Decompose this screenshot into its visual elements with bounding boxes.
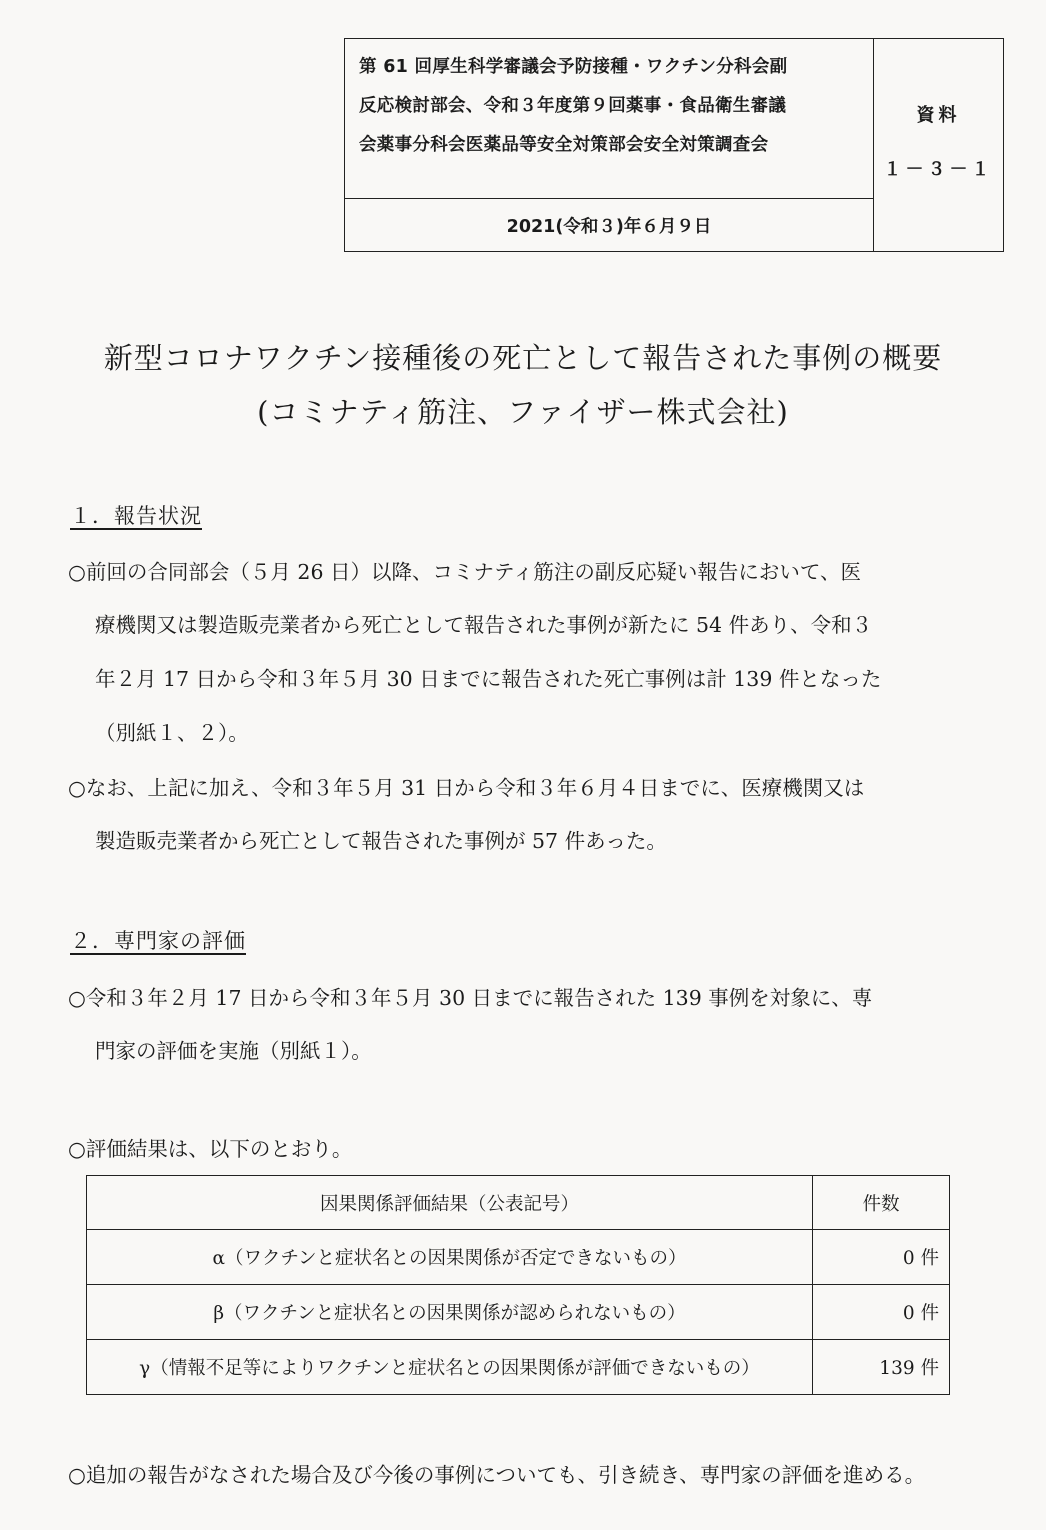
table-cell-category: γ（情報不足等によりワクチンと症状名との因果関係が評価できないもの） [87,1340,813,1395]
section-2-paragraph-3: ○追加の報告がなされた場合及び今後の事例についても、引き続き、専門家の評価を進める。 [68,1463,926,1487]
section-2-heading: ２．専門家の評価 [70,929,246,953]
section-2-paragraph-1-line-1: ○令和３年２月 17 日から令和３年５月 30 日までに報告された 139 事例を対象に、専 [68,986,873,1010]
table-cell-count: 0 件 [813,1230,950,1285]
table-cell-count: 0 件 [813,1285,950,1340]
section-1-paragraph-1-line-2: 療機関又は製造販売業者から死亡として報告された事例が新たに 54 件あり、令和３ [95,613,873,637]
document-label-line-2: １－３－１ [883,159,994,180]
section-1-paragraph-1-line-1: ○前回の合同部会（５月 26 日）以降、コミナティ筋注の副反応疑い報告において、医 [68,560,861,584]
meeting-line-2: 反応検討部会、令和３年度第９回薬事・食品衛生審議 [359,96,787,116]
section-1-paragraph-2-line-2: 製造販売業者から死亡として報告された事例が 57 件あった。 [95,829,667,853]
section-1-paragraph-1-line-3: 年２月 17 日から令和３年５月 30 日までに報告された死亡事例は計 139 件となった [95,667,882,691]
table-row [87,1230,950,1285]
document-header [344,38,1004,252]
document-label-line-1: 資料 [916,105,961,126]
section-1-heading: １．報告状況 [70,504,202,528]
table-row [87,1340,950,1395]
meeting-name [345,39,874,199]
document-subtitle: (コミナティ筋注、ファイザー株式会社) [257,395,789,429]
document-title: 新型コロナワクチン接種後の死亡として報告された事例の概要 [103,341,943,375]
meeting-line-3: 会薬事分科会医薬品等安全対策部会安全対策調査会 [359,135,769,155]
table-row [87,1285,950,1340]
table-header-category: 因果関係評価結果（公表記号） [87,1176,813,1230]
section-2-paragraph-2: ○評価結果は、以下のとおり。 [68,1137,353,1161]
meeting-line-1: 第 61 回厚生科学審議会予防接種・ワクチン分科会副 [359,57,788,77]
table-cell-category: β（ワクチンと症状名との因果関係が認められないもの） [87,1285,813,1340]
table-header-count: 件数 [813,1176,950,1230]
section-1-paragraph-2-line-1: ○なお、上記に加え、令和３年５月 31 日から令和３年６月４日までに、医療機関又は [68,776,865,800]
section-2-paragraph-1-line-2: 門家の評価を実施（別紙１）。 [95,1039,372,1063]
table-cell-category: α（ワクチンと症状名との因果関係が否定できないもの） [87,1230,813,1285]
section-1-paragraph-1-line-4: （別紙１、２）。 [95,721,249,745]
evaluation-results-table [86,1175,950,1395]
document-label [874,39,1003,251]
table-header-row [87,1176,950,1230]
table-cell-count: 139 件 [813,1340,950,1395]
meeting-date: 2021(令和３)年６月９日 [345,199,874,251]
